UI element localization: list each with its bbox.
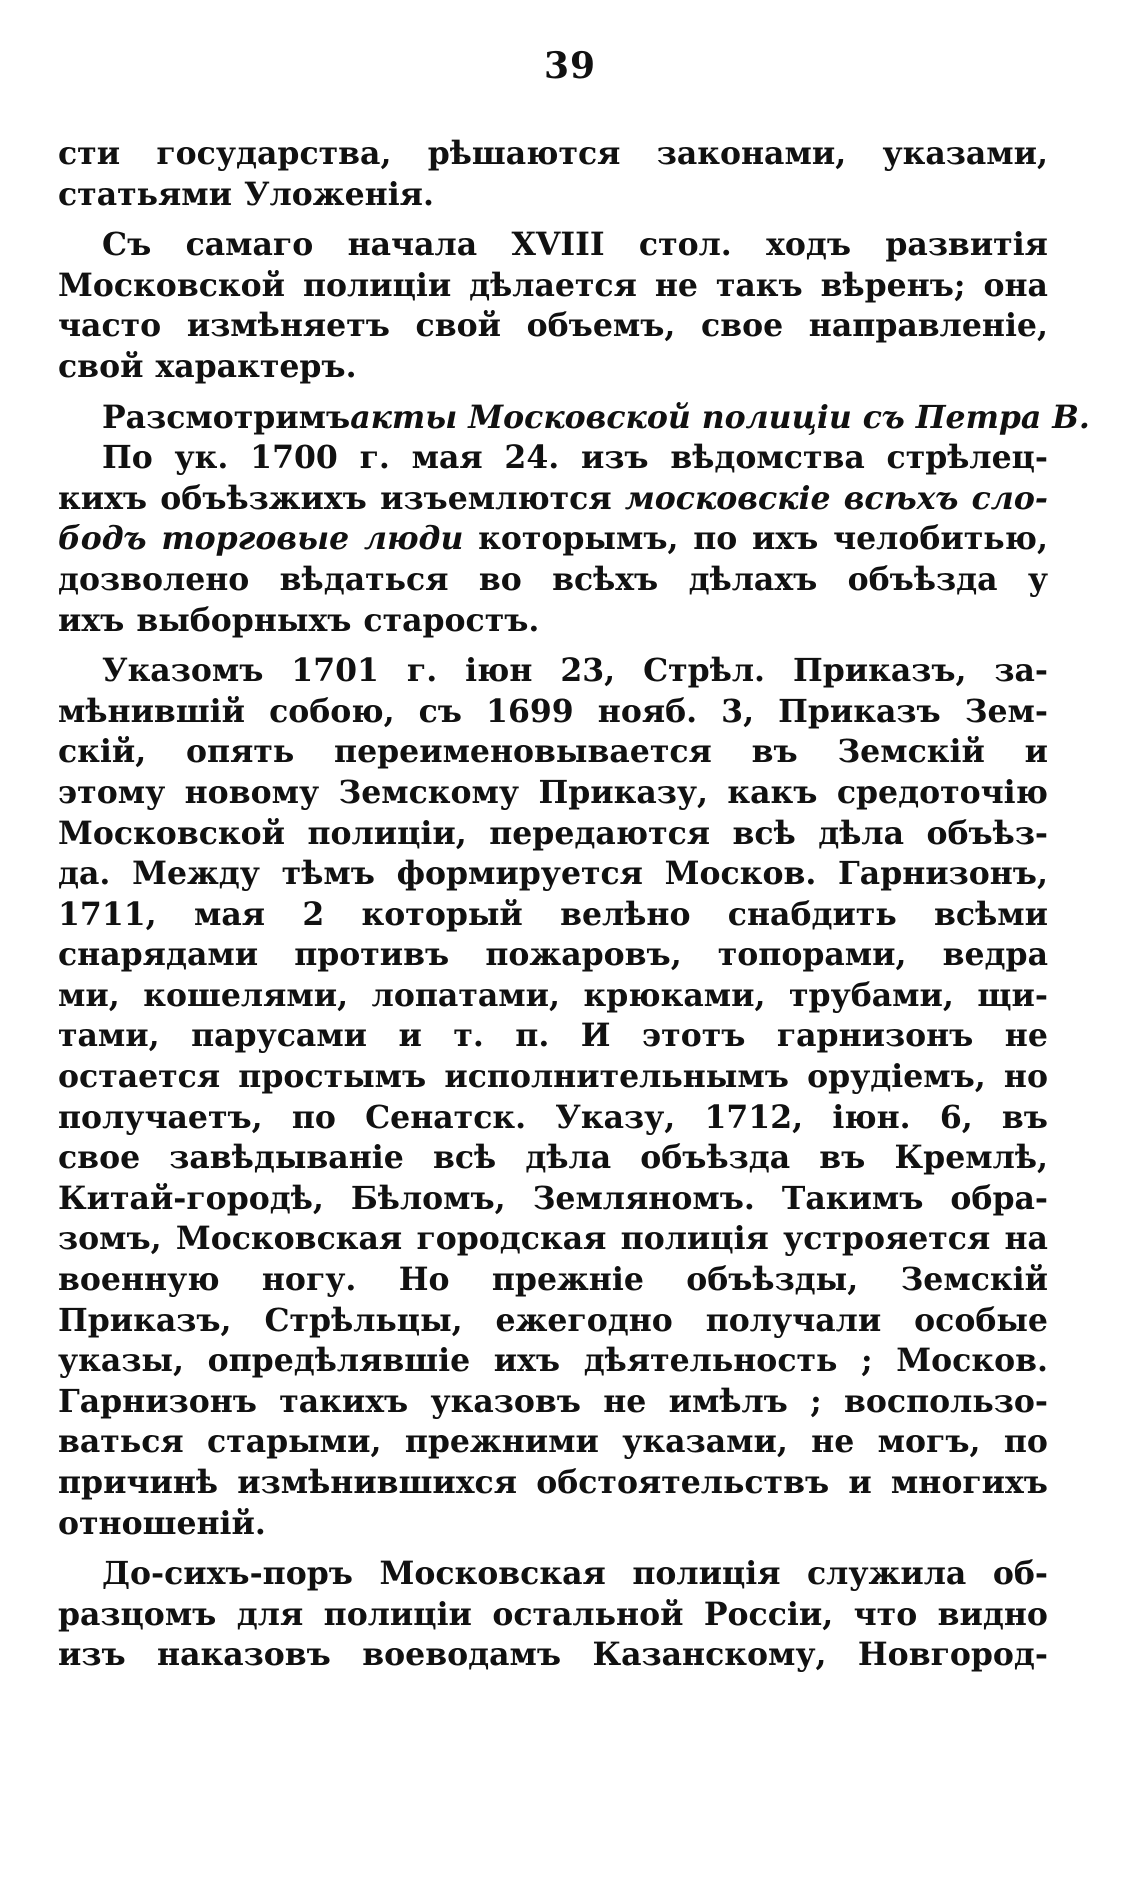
word: характеръ.: [155, 347, 357, 385]
text-line: [58, 1179, 1048, 1220]
word: измѣняетъ: [186, 307, 390, 345]
word: ваться: [58, 1423, 184, 1461]
word: за-: [994, 652, 1048, 690]
word: всѣхъ: [843, 479, 959, 517]
word: дѣятельность: [583, 1342, 838, 1380]
word: такихъ: [279, 1382, 409, 1420]
word: 1701: [291, 652, 379, 690]
word: объемъ,: [526, 307, 676, 345]
word: могъ,: [877, 1423, 981, 1461]
word: всѣхъ: [552, 560, 659, 598]
word: который: [361, 895, 523, 933]
word: въ: [819, 1139, 866, 1177]
word: акты Московской полиціи съ Петра В.: [350, 398, 1090, 436]
word: Уложенія.: [244, 175, 434, 213]
word: Новгород-: [857, 1636, 1048, 1674]
word: многихъ: [890, 1464, 1048, 1501]
text-line: [58, 814, 1048, 855]
word: челобитью,: [833, 520, 1048, 558]
word: развитія: [885, 226, 1048, 264]
word: объѣз-: [926, 814, 1048, 852]
word: по: [693, 520, 738, 558]
word: т.: [453, 1017, 484, 1055]
word: разцомъ: [58, 1595, 217, 1633]
word: свой: [415, 307, 501, 345]
word: И: [580, 1017, 611, 1055]
word: изъ: [58, 1636, 126, 1674]
word: она: [983, 266, 1048, 304]
text-line: [58, 1595, 1048, 1636]
word: часто: [58, 307, 162, 345]
word: исполнительнымъ: [444, 1058, 789, 1096]
word: Стрѣл.: [643, 652, 766, 690]
word: ;: [861, 1342, 873, 1380]
word: но: [1003, 1058, 1048, 1096]
word: сло-: [971, 479, 1048, 517]
word: мѣнившій: [58, 692, 246, 730]
word: Приказъ,: [58, 1301, 232, 1339]
word: люди: [363, 520, 464, 558]
text-line: [58, 601, 1048, 642]
text-line: [58, 895, 1048, 936]
word: московскіе: [624, 479, 831, 517]
word: объѣзды,: [686, 1261, 859, 1299]
body-text: [58, 134, 1090, 1676]
word: ;: [810, 1382, 822, 1420]
word: и: [398, 1017, 422, 1055]
word: этотъ: [642, 1017, 746, 1055]
word: 24.: [504, 439, 560, 477]
word: особые: [914, 1301, 1048, 1339]
text-line: [58, 1260, 1048, 1301]
word: До-сихъ-поръ: [102, 1555, 353, 1593]
word: полиція: [632, 1555, 781, 1593]
word: самаго: [185, 226, 314, 264]
word: нояб.: [597, 692, 698, 730]
text-line: [58, 1504, 1048, 1545]
word: получаетъ,: [58, 1098, 263, 1136]
word: п.: [515, 1017, 550, 1055]
word: для: [236, 1595, 304, 1633]
word: полиціи,: [307, 814, 467, 852]
word: свой: [58, 347, 144, 385]
text-line: [58, 479, 1048, 520]
word: Гарнизонъ,: [838, 855, 1048, 893]
word: полиціи: [302, 266, 452, 304]
word: г.: [406, 652, 438, 690]
word: Приказъ: [778, 692, 941, 730]
word: зомъ,: [58, 1220, 162, 1258]
word: направленіе,: [808, 307, 1048, 345]
word: во: [478, 560, 522, 598]
word: выборныхъ: [136, 601, 352, 639]
word: кошелями,: [143, 976, 349, 1014]
text-line: [58, 1554, 1048, 1595]
paragraph-gap: [58, 641, 1048, 651]
text-line: [58, 306, 1048, 347]
word: начала: [347, 226, 478, 264]
word: по: [291, 1098, 336, 1136]
word: въ: [751, 733, 798, 771]
word: 6,: [939, 1098, 973, 1136]
word: всѣми: [934, 895, 1048, 933]
word: городская: [416, 1220, 607, 1258]
word: изъ: [580, 439, 649, 477]
word: іюн.: [832, 1098, 911, 1136]
word: которымъ,: [478, 520, 679, 558]
word: полиціи: [323, 1595, 472, 1633]
word: 1712,: [704, 1098, 804, 1136]
word: Стрѣльцы,: [264, 1301, 463, 1339]
word: вѣдомства: [670, 439, 865, 477]
text-line: [58, 773, 1048, 814]
word: ногу.: [261, 1261, 357, 1299]
word: переименовывается: [334, 733, 712, 771]
word: военную: [58, 1261, 220, 1299]
word: опредѣлявшіе: [207, 1342, 471, 1380]
text-line: [58, 560, 1048, 601]
word: ихъ: [493, 1342, 561, 1380]
word: опять: [186, 733, 295, 771]
word: лопатами,: [371, 976, 560, 1014]
text-line: [58, 1138, 1048, 1179]
word: велѣно: [560, 895, 691, 933]
word: Между: [132, 855, 260, 893]
word: вѣдаться: [279, 560, 449, 598]
word: гарнизонъ: [776, 1017, 974, 1055]
word: кихъ: [58, 479, 148, 517]
word: свое: [58, 1139, 141, 1177]
text-line: [58, 438, 1048, 479]
text-line: [58, 1382, 1048, 1423]
word: объѣзда: [847, 560, 998, 598]
word: Земскій: [837, 733, 985, 771]
word: Китай-городѣ,: [58, 1179, 324, 1217]
word: бодъ: [58, 520, 147, 558]
word: этому: [58, 773, 166, 811]
word: у: [1027, 560, 1048, 598]
text-line: [58, 1098, 1048, 1139]
word: г.: [359, 439, 390, 477]
word: Земскій: [900, 1261, 1048, 1299]
text-line: [58, 1016, 1048, 1057]
word: да.: [58, 855, 111, 893]
text-line: [58, 1463, 1048, 1504]
word: съ: [418, 692, 462, 730]
text-line: [58, 651, 1048, 692]
word: 1711,: [58, 895, 157, 933]
word: дѣлается: [469, 266, 637, 304]
paragraph-gap: [58, 388, 1048, 398]
word: изъемлются: [380, 479, 612, 517]
word: Московской: [58, 266, 286, 304]
word: по: [1003, 1423, 1048, 1461]
word: Казанскому,: [592, 1636, 827, 1674]
word: объѣзжихъ: [160, 479, 367, 517]
word: стрѣлец-: [886, 439, 1048, 477]
word: прежніе: [491, 1261, 644, 1299]
word: остальной: [492, 1595, 684, 1633]
word: Указомъ: [102, 652, 264, 690]
text-line: [58, 854, 1048, 895]
text-line: [58, 519, 1048, 560]
word: рѣшаются: [427, 135, 621, 172]
word: ходъ: [766, 226, 852, 264]
text-line: [58, 1219, 1048, 1260]
text-line: [58, 347, 1048, 388]
word: Московской: [58, 814, 286, 852]
word: 2: [302, 895, 325, 933]
word: крюками,: [583, 976, 766, 1014]
word: вѣренъ;: [820, 266, 966, 304]
word: Но: [398, 1261, 450, 1299]
word: Сенатск.: [365, 1098, 527, 1136]
word: Указу,: [555, 1098, 676, 1136]
word: служила: [807, 1555, 967, 1593]
word: обра-: [950, 1179, 1048, 1217]
paragraph-gap: [58, 1544, 1048, 1554]
word: средоточію: [836, 773, 1048, 811]
word: мая: [193, 895, 265, 933]
word: ихъ: [752, 520, 819, 558]
text-line: [58, 935, 1048, 976]
word: причинѣ: [58, 1464, 219, 1501]
word: простымъ: [238, 1058, 427, 1096]
page-number: 39: [543, 45, 597, 87]
text-line: [58, 1341, 1048, 1382]
word: старостъ.: [363, 601, 540, 639]
word: тами,: [58, 1017, 160, 1055]
word: скій,: [58, 733, 147, 771]
word: Съ: [102, 226, 152, 264]
word: трубами,: [789, 976, 954, 1014]
word: статьями: [58, 175, 233, 213]
word: не: [654, 266, 698, 304]
word: Такимъ: [781, 1179, 924, 1217]
word: ихъ: [58, 601, 125, 639]
text-line: [58, 134, 1048, 175]
word: орудіемъ,: [807, 1058, 986, 1096]
word: ми,: [58, 976, 120, 1014]
word: не: [811, 1423, 855, 1461]
word: прежними: [404, 1423, 599, 1461]
word: государства,: [156, 135, 392, 172]
word: указами,: [882, 135, 1048, 172]
word: указами,: [622, 1423, 788, 1461]
word: топорами,: [717, 936, 907, 974]
word: пожаровъ,: [485, 936, 682, 974]
text-line: [58, 225, 1048, 266]
word: получали: [705, 1301, 882, 1339]
word: указовъ: [430, 1382, 581, 1420]
word: іюн: [465, 652, 533, 690]
text-line: [58, 398, 1090, 439]
word: 1700: [250, 439, 338, 477]
word: снабдить: [727, 895, 897, 933]
word: тѣмъ: [281, 855, 375, 893]
word: всѣ: [732, 814, 796, 852]
word: дѣла: [818, 814, 904, 852]
text-line: [58, 976, 1048, 1017]
word: свое: [701, 307, 784, 345]
word: парусами: [191, 1017, 368, 1055]
text-line: [58, 175, 1048, 216]
word: завѣдываніе: [169, 1139, 404, 1177]
text-line: [58, 1635, 1048, 1676]
word: Земляномъ.: [532, 1179, 755, 1217]
word: Приказу,: [538, 773, 708, 811]
word: дозволено: [58, 560, 250, 598]
word: об-: [992, 1555, 1048, 1593]
word: ежегодно: [495, 1301, 673, 1339]
word: измѣнившихся: [237, 1464, 518, 1501]
word: объѣзда: [640, 1139, 791, 1177]
word: всѣ: [432, 1139, 497, 1177]
word: законами,: [656, 135, 847, 172]
word: Москов.: [664, 855, 817, 893]
word: 1699: [486, 692, 574, 730]
word: Московская: [175, 1220, 403, 1258]
word: формируется: [396, 855, 643, 893]
word: какъ: [727, 773, 818, 811]
word: новому: [184, 773, 320, 811]
word: противъ: [294, 936, 450, 974]
word: на: [1004, 1220, 1048, 1258]
word: Россіи,: [703, 1595, 834, 1633]
word: воспользо-: [844, 1382, 1048, 1420]
word: обстоятельствъ: [536, 1464, 830, 1501]
word: торговые: [161, 520, 350, 558]
word: По: [102, 439, 153, 477]
word: Приказъ,: [792, 652, 967, 690]
word: и: [848, 1464, 872, 1501]
word: воеводамъ: [362, 1636, 562, 1674]
word: устрояется: [783, 1220, 991, 1258]
word: наказовъ: [157, 1636, 331, 1674]
word: такъ: [715, 266, 803, 304]
word: Москов.: [896, 1342, 1048, 1380]
word: и: [1024, 733, 1048, 771]
word: не: [603, 1382, 647, 1420]
word: XVIII: [511, 226, 605, 264]
word: Кремлѣ,: [894, 1139, 1048, 1177]
word: 3,: [721, 692, 755, 730]
word: остается: [58, 1058, 221, 1096]
word: стол.: [638, 226, 732, 264]
word: имѣлъ: [668, 1382, 788, 1420]
word: старыми,: [207, 1423, 382, 1461]
word: полиція: [620, 1220, 769, 1258]
word: ведра: [942, 936, 1048, 974]
word: сти: [58, 135, 121, 172]
word: въ: [1001, 1098, 1048, 1136]
word: ук.: [174, 439, 229, 477]
word: отношеній.: [58, 1504, 266, 1542]
word: мая: [411, 439, 483, 477]
text-line: [58, 692, 1048, 733]
word: Бѣломъ,: [350, 1179, 506, 1217]
word: дѣлахъ: [688, 560, 818, 598]
word: снарядами: [58, 936, 259, 974]
word: что: [853, 1595, 918, 1633]
word: собою,: [269, 692, 395, 730]
paragraph-gap: [58, 215, 1048, 225]
word: не: [1004, 1017, 1048, 1055]
text-line: [58, 266, 1048, 307]
word: щи-: [977, 976, 1048, 1014]
word: Разсмотримъ: [102, 398, 351, 436]
word: Зем-: [964, 692, 1048, 730]
word: дѣла: [525, 1139, 612, 1177]
word: видно: [937, 1595, 1048, 1633]
word: передаются: [489, 814, 711, 852]
word: 23,: [560, 652, 616, 690]
text-line: [58, 732, 1048, 773]
text-line: [58, 1422, 1048, 1463]
text-line: [58, 1057, 1048, 1098]
text-line: [58, 1301, 1048, 1342]
word: Гарнизонъ: [58, 1382, 257, 1420]
word: Московская: [379, 1555, 606, 1593]
word: указы,: [58, 1342, 184, 1380]
word: Земскому: [338, 773, 520, 811]
